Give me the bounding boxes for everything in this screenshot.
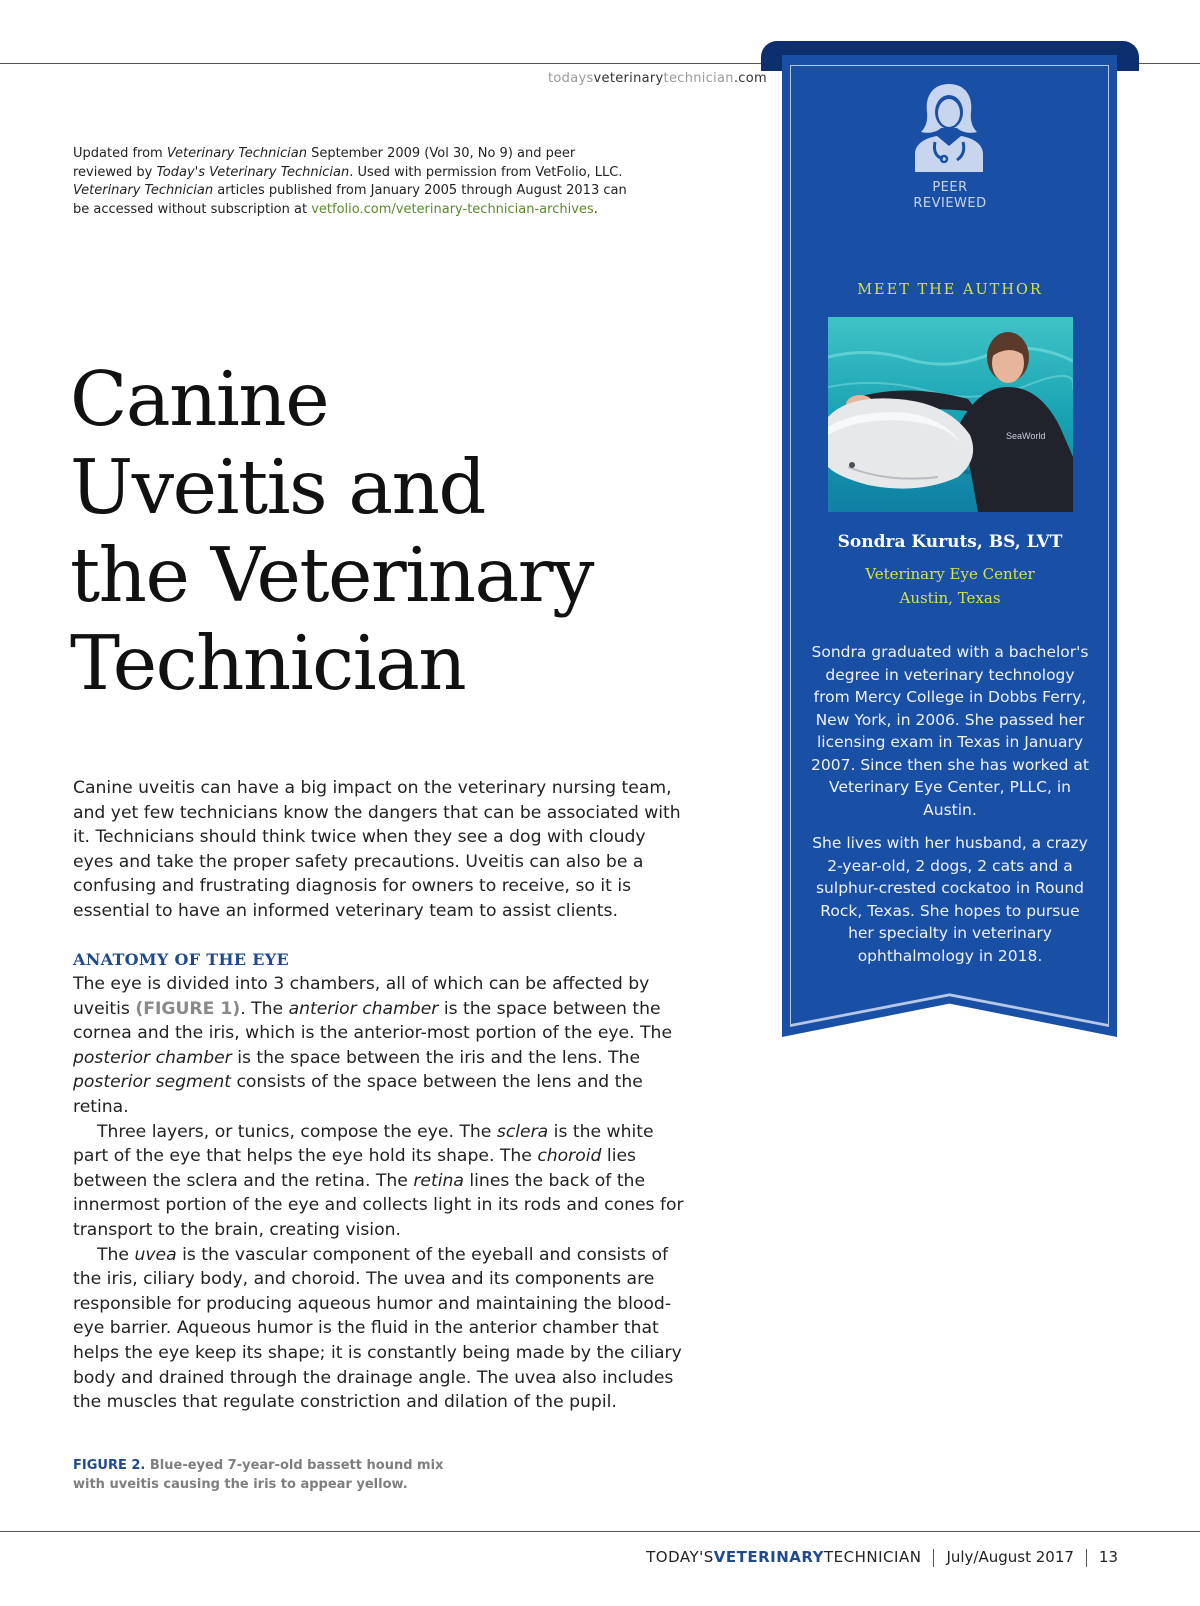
- author-name: Sondra Kuruts, BS, LVT: [837, 532, 1063, 552]
- paragraph-tunics: Three layers, or tunics, compose the eye. The sclera is the white part of the eye that helps the eye hold its shape. The choroid lies between the sclera and the retina. The retina lines the back of the innermost portion of the eye and collects light in its rods and cones for transport to the brain, creating vision.: [73, 1121, 684, 1240]
- magazine-name: TODAY'SVETERINARYTECHNICIAN: [646, 1548, 922, 1566]
- author-affiliation: Veterinary Eye Center Austin, Texas: [865, 565, 1035, 607]
- paragraph-chambers: The eye is divided into 3 chambers, all of which can be affected by uveitis (FIGURE 1). The anterior chamber is the space between the cornea and the iris, which is the anterior-most portion of the eye. The posterior chamber is the space between the iris and the lens. The posterior segment consists of the space between the lens and the retina.: [73, 974, 673, 1117]
- meet-the-author-label: MEET THE AUTHOR: [857, 282, 1043, 298]
- author-bio: [805, 641, 1095, 978]
- page-footer: [646, 1548, 1118, 1567]
- page-number: 13: [1098, 1548, 1118, 1566]
- bio-paragraph: She lives with her husband, a crazy 2-year-old, 2 dogs, 2 cats and a sulphur-crested cockatoo in Round Rock, Texas. She hopes to pursue her specialty in veterinary ophthalmology in 2018.: [812, 834, 1088, 965]
- peer-reviewed-icon: [911, 80, 987, 172]
- intro-paragraph: Canine uveitis can have a big impact on the veterinary nursing team, and yet few technicians know the dangers that can be associated with it. Technicians should think twice when they see a dog with cloudy eyes and take the proper safety precautions. Uveitis can also be a confusing and frustrating diagnosis for owners to receive, so it is essential to have an informed veterinary team to assist clients.: [73, 778, 681, 921]
- author-photo: [828, 317, 1073, 512]
- bottom-rule: [0, 1531, 1200, 1532]
- bio-paragraph: Sondra graduated with a bachelor's degree in veterinary technology from Mercy College in Dobbs Ferry, New York, in 2006. She passed her licensing exam in Texas in January 2007. Since then she has worked at Veterinary Eye Center, PLLC, in Austin.: [811, 643, 1089, 819]
- peer-reviewed-label: PEER REVIEWED: [913, 180, 987, 211]
- archives-link[interactable]: vetfolio.com/veterinary-technician-archives: [311, 201, 594, 217]
- footer-divider: [933, 1549, 934, 1567]
- figure-1-reference[interactable]: (FIGURE 1): [135, 998, 241, 1019]
- issue-date: July/August 2017: [946, 1548, 1074, 1566]
- author-photo-illustration: [828, 317, 1073, 512]
- source-note: Updated from Veterinary Technician September 2009 (Vol 30, No 9) and peer reviewed by Today's Veterinary Technician. Used with permission from VetFolio, LLC. Veterinary Technician articles published from January 2005 through August 2013 can be accessed without subscription at vetfolio.com/veterinary-technician-archives.: [73, 146, 627, 217]
- section-heading: ANATOMY OF THE EYE: [73, 950, 289, 969]
- photo-logo-text: SeaWorld: [1006, 431, 1046, 441]
- body-text: [73, 972, 693, 1415]
- site-url[interactable]: todaysveterinarytechnician.com: [548, 71, 767, 86]
- footer-divider: [1086, 1549, 1087, 1567]
- figure-caption: FIGURE 2. Blue-eyed 7-year-old bassett hound mix with uveitis causing the iris to appear yellow.: [73, 1458, 444, 1492]
- article-title: Canine Uveitis and the Veterinary Technician: [70, 355, 593, 707]
- paragraph-uvea: The uvea is the vascular component of the eyeball and consists of the iris, ciliary body, and choroid. The uvea and its components are responsible for producing aqueous humor and maintaining the blood-eye barrier. Aqueous humor is the fluid in the anterior chamber that helps the eye keep its shape; it is constantly being made by the ciliary body and drained through the drainage angle. The uvea also includes the muscles that regulate constriction and dilation of the pupil.: [73, 1244, 682, 1413]
